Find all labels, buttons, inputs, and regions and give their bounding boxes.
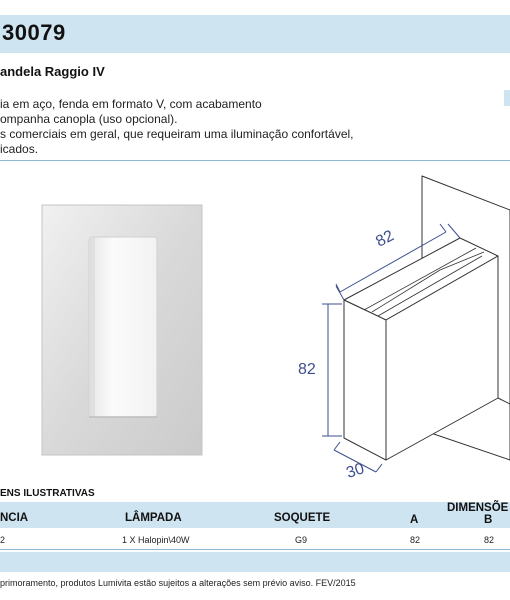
product-photo: [0, 175, 240, 475]
width-label: 82: [373, 227, 397, 251]
col-header-dim-a: A: [410, 514, 419, 526]
col-header-lamp: LÂMPADA: [125, 512, 182, 524]
col-header-dim-b: B: [484, 514, 493, 526]
table-footer-bar: [0, 552, 510, 572]
col-header-socket: SOQUETE: [274, 512, 331, 524]
col-header-reference: NCIA: [0, 512, 29, 524]
description-line: ompanha canopla (uso opcional).: [0, 112, 178, 126]
height-dimension-line: [322, 304, 342, 436]
cell-dim-a: 82: [410, 535, 421, 545]
depth-label: 30: [344, 460, 367, 482]
cell-reference: 2: [0, 535, 6, 545]
table-header: [0, 502, 510, 528]
footer-note: primoramento, produtos Lumivita estão sujeitos a alterações sem prévio aviso. FEV/2015: [0, 578, 356, 588]
cell-dim-b: 82: [484, 535, 495, 545]
product-code: 30079: [2, 20, 66, 45]
light-body: [89, 237, 157, 417]
height-label: 82: [298, 361, 316, 378]
product-name: andela Raggio IV: [0, 64, 105, 79]
side-tab: [504, 90, 510, 106]
dimension-drawing: [290, 160, 510, 490]
description-line: icados.: [0, 142, 39, 156]
cell-socket: G9: [295, 535, 308, 545]
front-face: [344, 300, 386, 460]
cell-lamp: 1 X Halopin\40W: [122, 535, 190, 545]
illustrative-images-note: ENS ILUSTRATIVAS: [0, 488, 95, 499]
description-line: ia em aço, fenda em formato V, com acabamento: [0, 97, 262, 111]
divider: [0, 549, 510, 550]
product-code-bar: [0, 15, 510, 53]
description-line: s comerciais em geral, que requeiram uma iluminação confortável,: [0, 127, 354, 141]
col-header-dimensions: DIMENSÕE: [447, 502, 509, 514]
